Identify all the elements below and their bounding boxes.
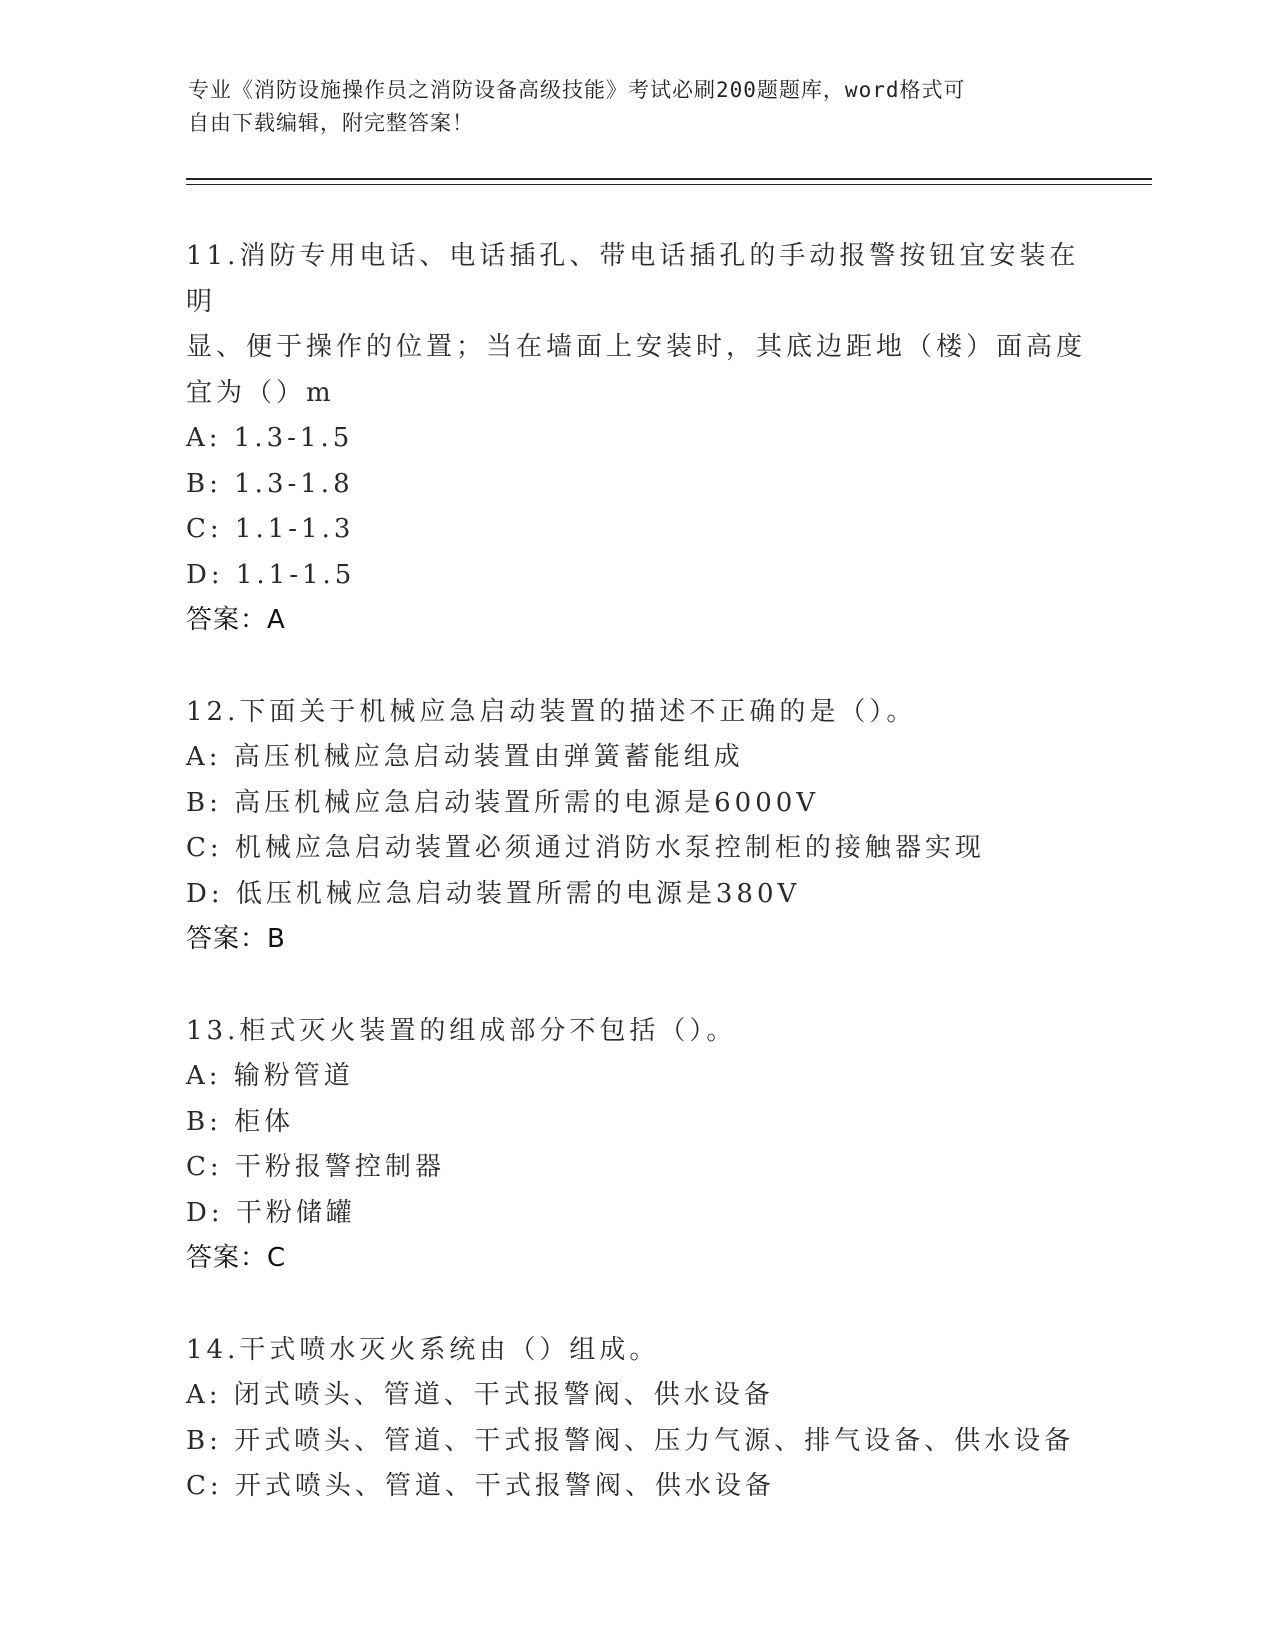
question-stem-line: 13.柜式灭火装置的组成部分不包括（）。 <box>186 1015 737 1046</box>
question-stem-line: 11.消防专用电话、电话插孔、带电话插孔的手动报警按钮宜安装在明 <box>186 241 1080 317</box>
option-b: B: 高压机械应急启动装置所需的电源是6000V <box>186 787 820 818</box>
option-d: D: 低压机械应急启动装置所需的电源是380V <box>186 878 801 909</box>
answer: 答案：C <box>186 1243 287 1273</box>
option-c: C: 1.1-1.3 <box>186 514 355 544</box>
option-a: A: 输粉管道 <box>186 1061 354 1091</box>
header-rule-thick <box>186 178 1152 180</box>
document-header <box>188 74 1088 140</box>
option-b: B: 柜体 <box>186 1106 295 1137</box>
option-d: D: 干粉储罐 <box>186 1197 356 1228</box>
option-a: A: 高压机械应急启动装置由弹簧蓄能组成 <box>186 742 744 772</box>
question-11 <box>186 234 1086 644</box>
option-b: B: 开式喷头、管道、干式报警阀、压力气源、排气设备、供水设备 <box>186 1425 1075 1456</box>
option-d: D: 1.1-1.5 <box>186 559 356 590</box>
question-13 <box>186 1009 1086 1282</box>
question-12 <box>186 690 1086 963</box>
option-c: C: 干粉报警控制器 <box>186 1152 445 1182</box>
option-c: C: 机械应急启动装置必须通过消防水泵控制柜的接触器实现 <box>186 833 985 863</box>
answer: 答案：B <box>186 924 286 954</box>
option-a: A: 闭式喷头、管道、干式报警阀、供水设备 <box>186 1380 774 1410</box>
question-stem-line: 宜为（）m <box>186 377 335 408</box>
header-line-1: 专业《消防设施操作员之消防设备高级技能》考试必刷200题题库，word格式可 <box>188 78 966 102</box>
question-stem-line: 12.下面关于机械应急启动装置的描述不正确的是（）。 <box>186 696 917 727</box>
question-stem-line: 显、便于操作的位置；当在墙面上安装时，其底边距地（楼）面高度 <box>186 332 1087 362</box>
header-line-2: 自由下载编辑，附完整答案！ <box>188 111 474 135</box>
question-stem-line: 14.干式喷水灭火系统由（）组成。 <box>186 1334 660 1365</box>
option-a: A: 1.3-1.5 <box>186 423 354 453</box>
option-b: B: 1.3-1.8 <box>186 468 354 499</box>
answer: 答案：A <box>186 605 286 635</box>
header-rule-thin <box>186 184 1152 185</box>
option-c: C: 开式喷头、管道、干式报警阀、供水设备 <box>186 1471 775 1501</box>
question-14 <box>186 1328 1086 1510</box>
question-list <box>186 234 1086 1556</box>
